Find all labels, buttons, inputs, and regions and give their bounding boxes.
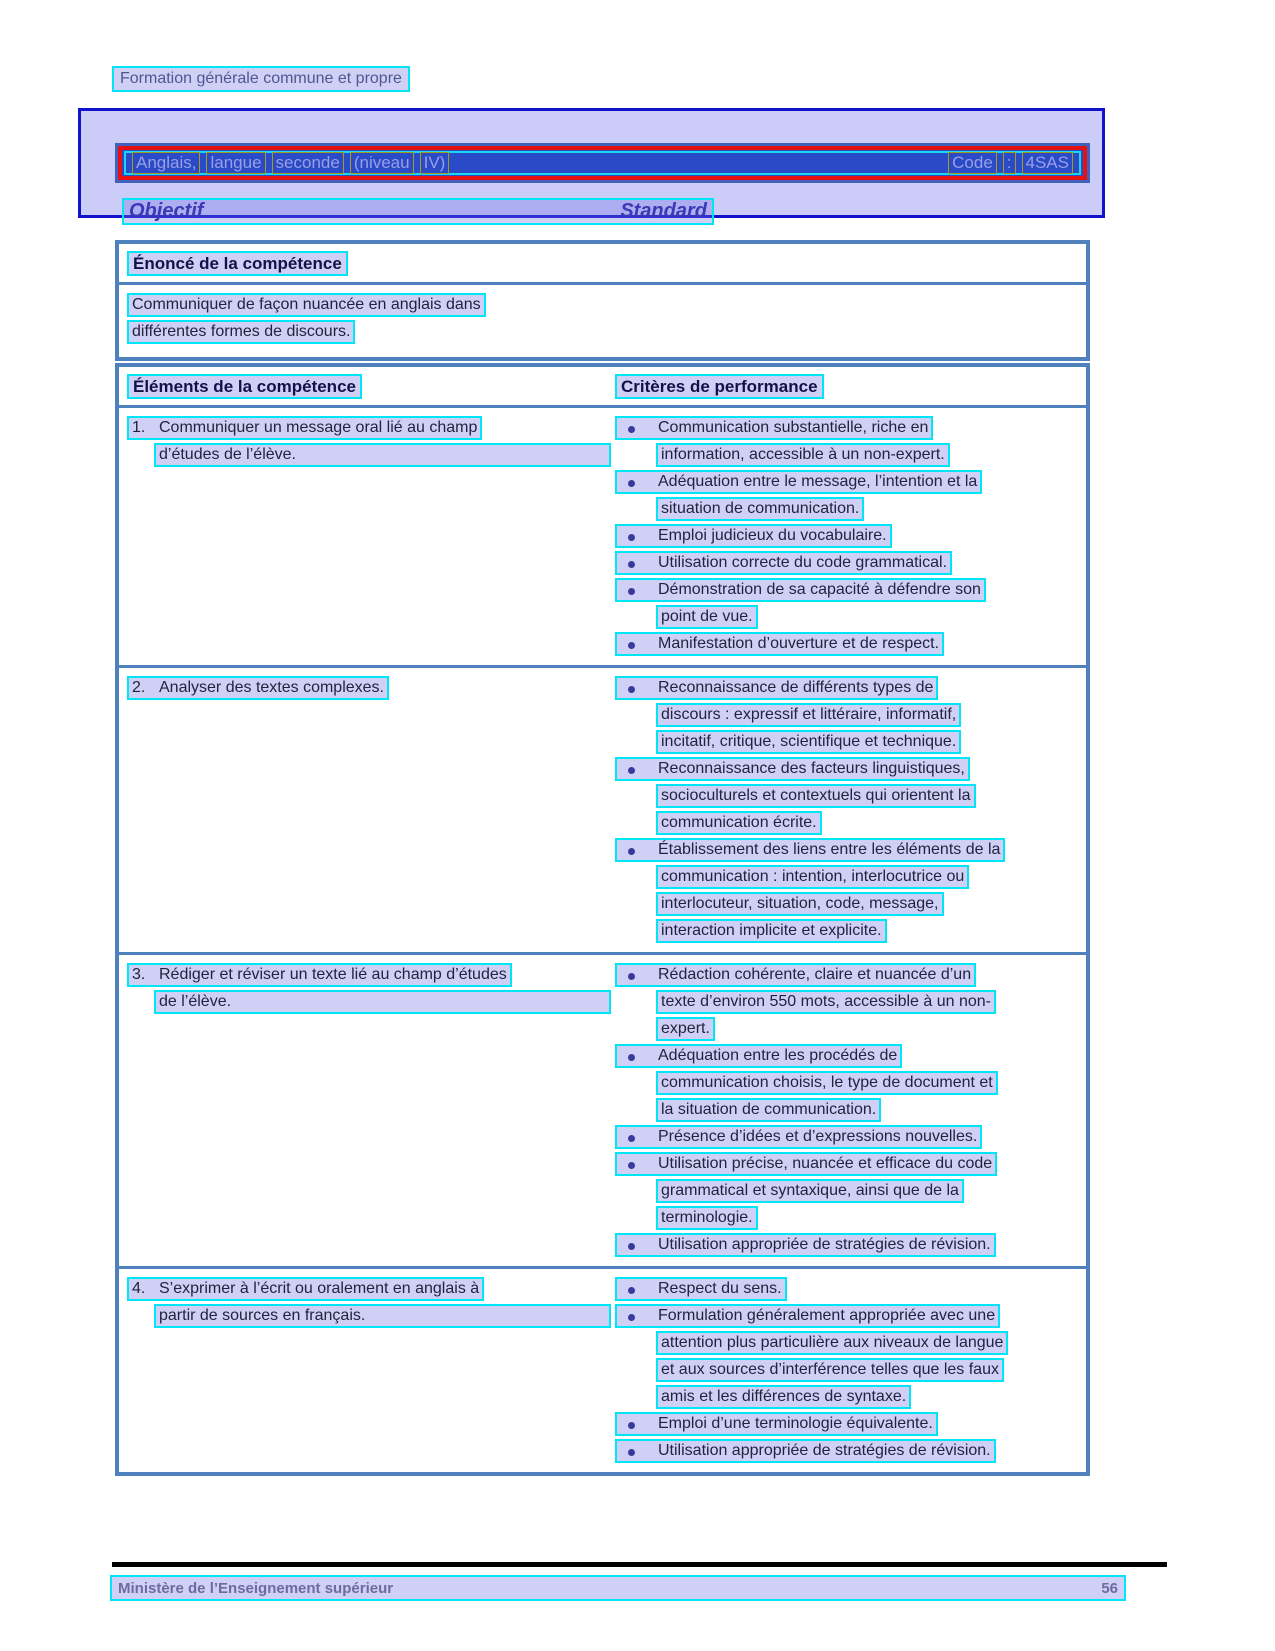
footer-rule (112, 1562, 1167, 1567)
bullet-item (615, 551, 1076, 575)
bullet-line: Manifestation d’ouverture et de respect. (615, 632, 944, 656)
course-title-word: (niveau (350, 152, 414, 174)
competence-table (115, 363, 1090, 1476)
bullet-icon (628, 1243, 635, 1250)
bullet-line: Emploi judicieux du vocabulaire. (615, 524, 892, 548)
bullet-line: Utilisation correcte du code grammatical. (615, 551, 952, 575)
element-cell (127, 963, 611, 1260)
table-row (119, 408, 1086, 668)
bullet-icon (628, 642, 635, 649)
course-code-word: Code (948, 152, 997, 174)
bullet-icon (628, 1162, 635, 1169)
bullet-line: communication écrite. (656, 811, 822, 835)
course-title-words (132, 152, 449, 174)
course-title-word: Anglais, (132, 152, 200, 174)
bullet-line: la situation de communication. (656, 1098, 881, 1122)
course-code-word: : (1003, 152, 1016, 174)
elements-header: Éléments de la compétence (127, 374, 362, 399)
bullet-line: texte d’environ 550 mots, accessible à un non- (656, 990, 996, 1014)
bullet-line: incitatif, critique, scientifique et technique. (656, 730, 961, 754)
bullet-item (615, 1277, 1076, 1301)
element-cell (127, 1277, 611, 1466)
element-line: de l’élève. (154, 990, 611, 1014)
bullet-line: Reconnaissance de différents types de (615, 676, 938, 700)
enonce-header-row (119, 244, 1086, 285)
bullet-icon (628, 588, 635, 595)
bullet-line: Utilisation appropriée de stratégies de révision. (615, 1439, 996, 1463)
bullet-line: point de vue. (656, 605, 758, 629)
element-line: d’études de l’élève. (154, 443, 611, 467)
bullet-line: attention plus particulière aux niveaux de langue (656, 1331, 1008, 1355)
criteres-cell (611, 676, 1076, 946)
criteres-cell (611, 1277, 1076, 1466)
bullet-item (615, 632, 1076, 656)
bullet-line: Formulation généralement appropriée avec une (615, 1304, 1000, 1328)
bullet-line: Démonstration de sa capacité à défendre son (615, 578, 986, 602)
element-line: 2. Analyser des textes complexes. (127, 676, 389, 700)
enonce-table (115, 240, 1090, 361)
bullet-line: communication choisis, le type de document et (656, 1071, 998, 1095)
criteres-header: Critères de performance (615, 374, 824, 399)
bullet-icon (628, 1422, 635, 1429)
bullet-line: et aux sources d’interférence telles que les faux (656, 1358, 1004, 1382)
criteres-cell (611, 416, 1076, 659)
table-row (119, 1269, 1086, 1472)
bullet-line: expert. (656, 1017, 715, 1041)
bullet-line: grammatical et syntaxique, ainsi que de la (656, 1179, 964, 1203)
footer-ministry: Ministère de l’Enseignement supérieur (118, 1579, 394, 1597)
bullet-line: Utilisation précise, nuancée et efficace du code (615, 1152, 997, 1176)
element-number: 3. (132, 966, 146, 983)
bullet-line: communication : intention, interlocutrice ou (656, 865, 969, 889)
enonce-body (119, 285, 1086, 357)
course-title-word: IV) (420, 152, 450, 174)
bullet-icon (628, 1054, 635, 1061)
table-row (119, 955, 1086, 1269)
bullet-icon (628, 973, 635, 980)
bullet-line: Établissement des liens entre les éléments de la (615, 838, 1005, 862)
bullet-item (615, 757, 1076, 835)
bullet-item (615, 470, 1076, 521)
course-title-word: langue (206, 152, 265, 174)
bullet-line: Adéquation entre le message, l’intention et la (615, 470, 982, 494)
course-title-word: seconde (272, 152, 344, 174)
bullet-icon (628, 561, 635, 568)
criteres-cell (611, 963, 1076, 1260)
enonce-line: différentes formes de discours. (127, 320, 355, 344)
bullet-item (615, 1044, 1076, 1122)
bullet-line: information, accessible à un non-expert. (656, 443, 950, 467)
page-section-label: Formation générale commune et propre (112, 66, 410, 92)
bullet-icon (628, 480, 635, 487)
objectif-label: Objectif (129, 200, 204, 222)
course-title-bar (115, 143, 1090, 183)
element-line: 4. S’exprimer à l’écrit ou oralement en anglais à (127, 1277, 484, 1301)
bullet-icon (628, 1287, 635, 1294)
table-row (119, 668, 1086, 955)
page-footer (110, 1575, 1126, 1601)
course-title-line (124, 151, 1081, 175)
bullet-line: interlocuteur, situation, code, message, (656, 892, 944, 916)
footer-page-number: 56 (1101, 1579, 1118, 1597)
bullet-item (615, 676, 1076, 754)
objectif-standard-row (122, 198, 714, 225)
element-line: 3. Rédiger et réviser un texte lié au champ d’études (127, 963, 512, 987)
bullet-line: Adéquation entre les procédés de (615, 1044, 902, 1068)
bullet-item (615, 838, 1076, 943)
bullet-item (615, 1233, 1076, 1257)
bullet-item (615, 1125, 1076, 1149)
bullet-line: Reconnaissance des facteurs linguistiques, (615, 757, 970, 781)
bullet-line: Présence d’idées et d’expressions nouvelles. (615, 1125, 982, 1149)
bullet-item (615, 578, 1076, 629)
competence-header-row (119, 367, 1086, 408)
bullet-item (615, 416, 1076, 467)
bullet-line: Communication substantielle, riche en (615, 416, 933, 440)
bullet-line: Rédaction cohérente, claire et nuancée d’un (615, 963, 976, 987)
bullet-item (615, 524, 1076, 548)
standard-label: Standard (620, 200, 707, 222)
bullet-line: socioculturels et contextuels qui orientent la (656, 784, 976, 808)
elements-header-cell (127, 374, 611, 399)
element-number: 1. (132, 419, 146, 436)
bullet-line: Utilisation appropriée de stratégies de révision. (615, 1233, 996, 1257)
bullet-line: terminologie. (656, 1206, 758, 1230)
bullet-line: discours : expressif et littéraire, informatif, (656, 703, 961, 727)
element-number: 4. (132, 1280, 146, 1297)
bullet-line: Respect du sens. (615, 1277, 787, 1301)
bullet-icon (628, 767, 635, 774)
bullet-line: interaction implicite et explicite. (656, 919, 887, 943)
bullet-item (615, 1439, 1076, 1463)
element-cell (127, 676, 611, 946)
bullet-icon (628, 1449, 635, 1456)
enonce-header: Énoncé de la compétence (127, 251, 348, 276)
bullet-line: Emploi d’une terminologie équivalente. (615, 1412, 938, 1436)
course-code-word: 4SAS (1022, 152, 1073, 174)
bullet-icon (628, 686, 635, 693)
bullet-line: amis et les différences de syntaxe. (656, 1385, 911, 1409)
enonce-line: Communiquer de façon nuancée en anglais dans (127, 293, 486, 317)
bullet-icon (628, 1314, 635, 1321)
element-number: 2. (132, 679, 146, 696)
bullet-item (615, 1152, 1076, 1230)
bullet-icon (628, 848, 635, 855)
course-code (948, 152, 1073, 174)
bullet-line: situation de communication. (656, 497, 864, 521)
element-cell (127, 416, 611, 659)
bullet-item (615, 1304, 1076, 1409)
element-line: 1. Communiquer un message oral lié au champ (127, 416, 482, 440)
criteres-header-cell (611, 374, 1078, 399)
bullet-icon (628, 534, 635, 541)
bullet-item (615, 1412, 1076, 1436)
element-line: partir de sources en français. (154, 1304, 611, 1328)
course-title-redbox (118, 146, 1087, 180)
bullet-icon (628, 1135, 635, 1142)
bullet-icon (628, 426, 635, 433)
bullet-item (615, 963, 1076, 1041)
